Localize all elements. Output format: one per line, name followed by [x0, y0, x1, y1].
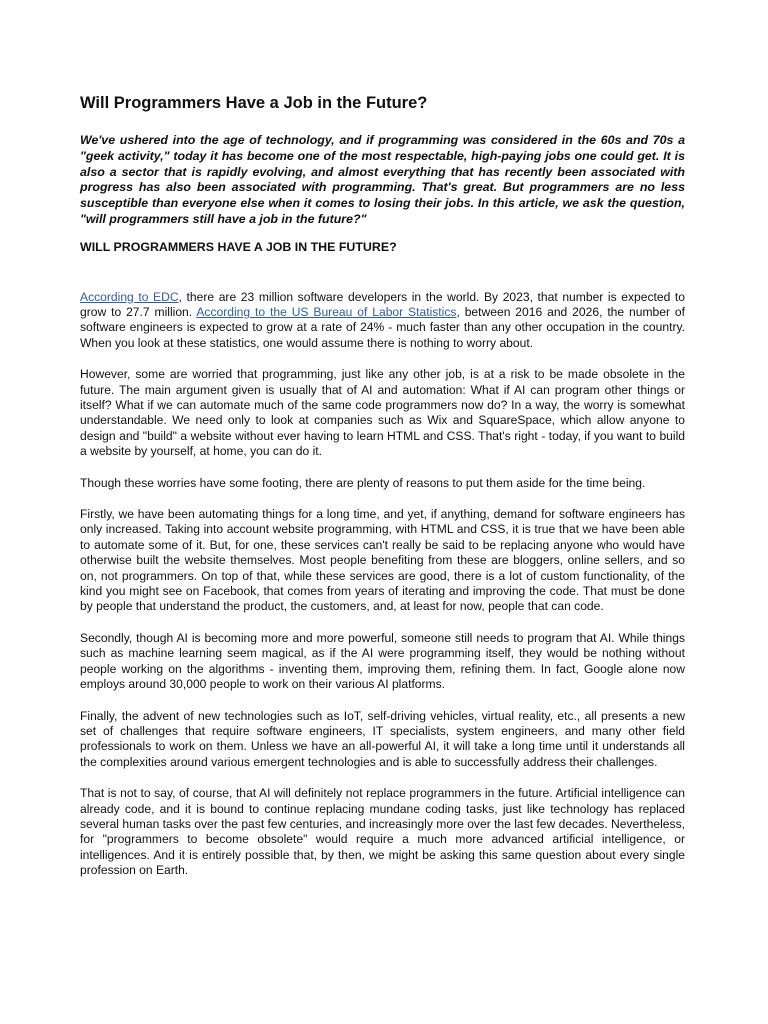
paragraph-statistics: [80, 290, 685, 352]
bls-link[interactable]: According to the US Bureau of Labor Statistics: [196, 304, 457, 319]
paragraph-text: , between 2016 and 2026, the number of software engineers is expected to grow at a rate of 24% - much faster than any other occupation in the country. When you look at these statistics, one would assume there is nothing to worry about.: [80, 304, 685, 350]
page-title: Will Programmers Have a Job in the Future?: [80, 94, 428, 112]
paragraph-firstly: Firstly, we have been automating things for a long time, and yet, if anything, demand for software engineers has only increased. Taking into account website programming, with HTML and CSS, it is true that we have been able to automate some of it. But, for one, these services can't really be said to be replacing anyone who would have otherwise built the website themselves. Most people benefiting from these are bloggers, online sellers, and so on, not programmers. On top of that, while these services are good, there is a lot of custom functionality, of the kind you might see on Facebook, that comes from years of iterating and improving the code. That must be done by people that understand the product, the customers, and, at least for now, people that can code.: [80, 507, 685, 614]
paragraph-conclusion: That is not to say, of course, that AI will definitely not replace programmers in the future. Artificial intelligence can already code, and it is bound to continue replacing mundane coding tasks, just like technology has replaced several human tasks over the past few centuries, and increasingly more over the last few decades. Nevertheless, for "programmers to become obsolete" would require a much more advanced artificial intelligence, or intelligences. And it is entirely possible that, by then, we might be asking this same question about every single profession on Earth.: [80, 786, 685, 878]
intro-paragraph: We've ushered into the age of technology, and if programming was considered in the 60s and 70s a "geek activity," today it has become one of the most respectable, high-paying jobs one could get. It is also a sector that is rapidly evolving, and almost everything that has recently been associated with progress has also been associated with programming. That's great. But programmers are no less susceptible than everyone else when it comes to losing their jobs. In this article, we ask the question, "will programmers still have a job in the future?": [80, 133, 685, 226]
paragraph-worries: However, some are worried that programming, just like any other job, is at a risk to be made obsolete in the future. The main argument given is usually that of AI and automation: What if AI can program other things or itself? What if we can automate much of the same code programmers now do? In a way, the worry is somewhat understandable. We need only to look at companies such as Wix and SquareSpace, which allow anyone to design and "build" a website without ever having to learn HTML and CSS. That's right - today, if you want to build a website by yourself, at home, you can do it.: [80, 367, 685, 459]
paragraph-footing: Though these worries have some footing, there are plenty of reasons to put them aside for the time being.: [80, 475, 646, 490]
paragraph-secondly: Secondly, though AI is becoming more and more powerful, someone still needs to program that AI. While things such as machine learning seem magical, as if the AI were programming itself, they would be nothing without people working on the algorithms - inventing them, improving them, refining them. In fact, Google alone now employs around 30,000 people to work on their various AI platforms.: [80, 630, 685, 692]
document-page: [80, 93, 685, 879]
paragraph-text: , there are 23 million software developers in the world. By 2023, that number is expected to grow to 27.7 million.: [80, 289, 686, 319]
paragraph-finally: Finally, the advent of new technologies such as IoT, self-driving vehicles, virtual reality, etc., all presents a new set of challenges that require software engineers, IT specialists, system engineers, and many other field professionals to work on them. Unless we have an all-powerful AI, it will take a long time until it understands all the complexities around various emergent technologies and is able to successfully address their challenges.: [80, 708, 685, 769]
section-heading: WILL PROGRAMMERS HAVE A JOB IN THE FUTURE?: [80, 239, 397, 254]
edc-link[interactable]: According to EDC: [80, 289, 179, 304]
